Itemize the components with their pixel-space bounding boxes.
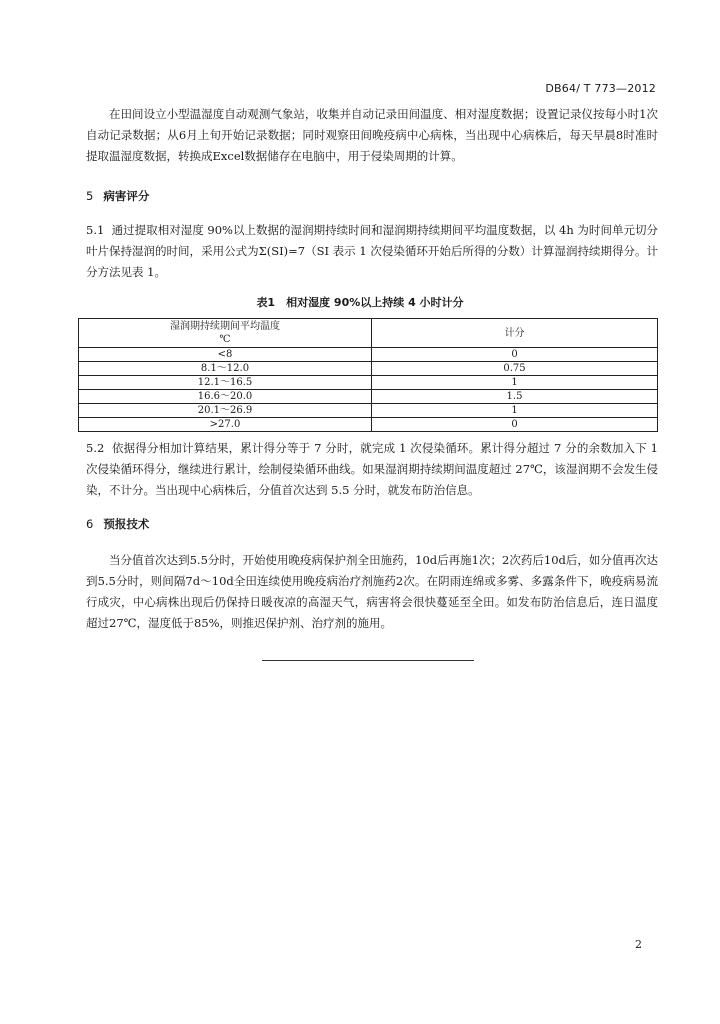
table-cell-range: 8.1～12.0 — [79, 362, 372, 376]
table-cell-score: 0.75 — [372, 362, 658, 376]
section-6-title: 预报技术 — [103, 517, 150, 531]
table-cell-score: 1.5 — [372, 390, 658, 404]
paragraph-5-2-text: 依据得分相加计算结果，累计得分等于 7 分时，就完成 1 次侵染循环。累计得分超过 7 分的余数加入下 1 次侵染循环得分，继续进行累计，绘制侵染循环曲线。如果湿润期持续期间温度超过 27℃，该湿润期不会发生侵染，不计分。当出现中心病株后，分值首次达到 5.5 分时，就发布防治信息。 — [86, 441, 658, 497]
table-cell-range: 12.1～16.5 — [79, 376, 372, 390]
table-caption: 表1 相对湿度 90%以上持续 4 小时计分 — [256, 296, 464, 309]
paragraph-5-2 — [86, 438, 658, 501]
section-5-title: 病害评分 — [103, 189, 150, 203]
table-row — [79, 418, 658, 432]
paragraph-5-2-number: 5.2 — [86, 441, 105, 455]
table-cell-range: >27.0 — [79, 418, 372, 432]
intro-paragraph: 在田间设立小型温湿度自动观测气象站，收集并自动记录田间温度、相对湿度数据；设置记录仪按每小时1次自动记录数据；从6月上旬开始记录数据；同时观察田间晚疫病中心病株，当出现中心病株后，每天早晨8时准时提取温湿度数据，转换成Excel数据储存在电脑中，用于侵染周期的计算。 — [86, 107, 658, 163]
table-cell-range: 16.6～20.0 — [79, 390, 372, 404]
score-table — [78, 318, 658, 432]
paragraph-5-1 — [86, 220, 658, 283]
table-row — [79, 348, 658, 362]
table-row — [79, 404, 658, 418]
table-row — [79, 362, 658, 376]
section-6-number: 6 — [86, 517, 94, 531]
table-cell-range: 20.1～26.9 — [79, 404, 372, 418]
page-number: 2 — [635, 938, 642, 951]
document-id: DB64/ T 773—2012 — [545, 82, 656, 95]
table-cell-score: 0 — [372, 418, 658, 432]
table-cell-score: 1 — [372, 404, 658, 418]
table-row — [79, 390, 658, 404]
section-5-number: 5 — [86, 189, 94, 203]
table-cell-score: 0 — [372, 348, 658, 362]
section-6-heading — [86, 516, 149, 532]
end-rule — [262, 660, 474, 661]
table-header-temperature — [79, 319, 372, 348]
table-row — [79, 376, 658, 390]
table-header-score: 计分 — [372, 319, 658, 348]
table-header-temperature-label: 湿润期持续期间平均温度 — [170, 321, 280, 332]
paragraph-5-1-number: 5.1 — [86, 223, 105, 237]
section-5-heading — [86, 188, 149, 204]
table-cell-range: <8 — [79, 348, 372, 362]
table-cell-score: 1 — [372, 376, 658, 390]
paragraph-5-1-text: 通过提取相对湿度 90%以上数据的湿润期持续时间和湿润期持续期间平均温度数据，以 4h 为时间单元切分叶片保持湿润的时间，采用公式为Σ(SI)=7（SI 表示 1 次侵染循环开始后所得的分数）计算湿润持续期得分。计分方法见表 1。 — [86, 223, 658, 279]
section-6-paragraph: 当分值首次达到5.5分时，开始使用晚疫病保护剂全田施药，10d后再施1次；2次药后10d后，如分值再次达到5.5分时，则间隔7d～10d全田连续使用晚疫病治疗剂施药2次。在阴雨连绵或多雾、多露条件下，晚疫病易流行成灾，中心病株出现后仍保持日暖夜凉的高湿天气，病害将会很快蔓延至全田。如发布防治信息后，连日温度超过27℃，湿度低于85%，则推迟保护剂、治疗剂的施用。 — [86, 553, 658, 630]
table-header-row — [79, 319, 658, 348]
table-header-temperature-unit: ℃ — [219, 334, 231, 345]
